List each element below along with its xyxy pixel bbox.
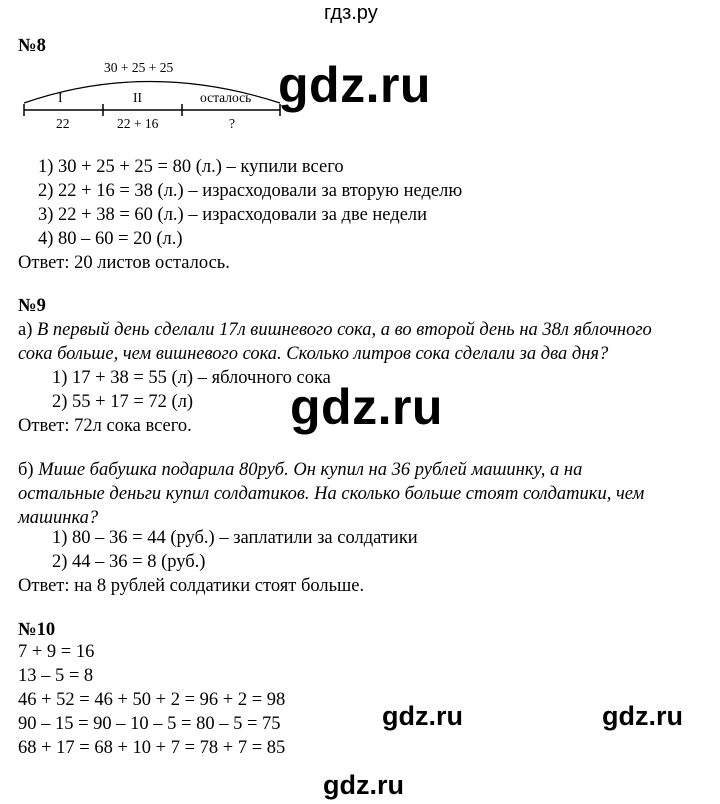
task9b-text-3: машинка? — [18, 508, 99, 528]
task10-number: №10 — [18, 620, 56, 640]
diagram-bottom-3: ? — [229, 116, 235, 131]
task9a-text-2: сока больше, чем вишневого сока. Сколько литров сока сделали за два дня? — [18, 344, 609, 364]
diagram-top-label: 30 + 25 + 25 — [104, 60, 174, 75]
task9a-step-1: 1) 17 + 38 = 55 (л) – яблочного сока — [52, 368, 331, 388]
diagram-segment-3: осталось — [200, 90, 252, 105]
task9b-prefix: б) — [18, 460, 34, 480]
task8-number: №8 — [18, 36, 46, 56]
task9b-text-1: Мише бабушка подарила 80руб. Он купил на 36 рублей машинку, а на — [38, 460, 583, 480]
task9b-answer: Ответ: на 8 рублей солдатики стоят больше. — [18, 576, 365, 596]
watermark: gdz.ru — [382, 701, 463, 731]
task9a-text-1: В первый день сделали 17л вишневого сока, а во второй день на 38л яблочного — [37, 320, 652, 340]
task10-line-3: 46 + 52 = 46 + 50 + 2 = 96 + 2 = 98 — [18, 690, 286, 710]
diagram-bottom-2: 22 + 16 — [117, 116, 159, 131]
task8-answer: Ответ: 20 листов осталось. — [18, 253, 230, 273]
task9a-prefix: а) — [18, 320, 33, 340]
task9b-step-2: 2) 44 – 36 = 8 (руб.) — [52, 552, 206, 572]
diagram-segment-2: II — [133, 90, 142, 105]
task10-line-4: 90 – 15 = 90 – 10 – 5 = 80 – 5 = 75 — [18, 714, 281, 734]
watermark: gdz.ru — [323, 770, 404, 800]
task8-step-3: 3) 22 + 38 = 60 (л.) – израсходовали за две недели — [38, 205, 428, 225]
task9b-text-2: остальные деньги купил солдатиков. На сколько больше стоят солдатики, чем — [18, 484, 645, 504]
task9-number: №9 — [18, 296, 46, 316]
task9b-line1 — [18, 458, 582, 482]
task8-step-1: 1) 30 + 25 + 25 = 80 (л.) – купили всего — [38, 157, 344, 177]
task8-step-4: 4) 80 – 60 = 20 (л.) — [38, 229, 183, 249]
task9a-step-2: 2) 55 + 17 = 72 (л) — [52, 392, 194, 412]
site-header: гдз.ру — [324, 2, 378, 24]
task9a-answer: Ответ: 72л сока всего. — [18, 416, 192, 436]
task9b-step-1: 1) 80 – 36 = 44 (руб.) – заплатили за солдатики — [52, 528, 418, 548]
task9a-line1 — [18, 318, 652, 342]
task8-step-2: 2) 22 + 16 = 38 (л.) – израсходовали за вторую неделю — [38, 181, 463, 201]
watermark: gdz.ru — [602, 701, 683, 731]
diagram-bottom-1: 22 — [56, 116, 70, 131]
watermark: gdz.ru — [278, 57, 431, 113]
task10-line-2: 13 – 5 = 8 — [18, 666, 94, 686]
task10-line-5: 68 + 17 = 68 + 10 + 7 = 78 + 7 = 85 — [18, 738, 286, 758]
watermark: gdz.ru — [290, 379, 443, 435]
task10-line-1: 7 + 9 = 16 — [18, 642, 95, 662]
diagram-segment-1: I — [58, 90, 63, 105]
